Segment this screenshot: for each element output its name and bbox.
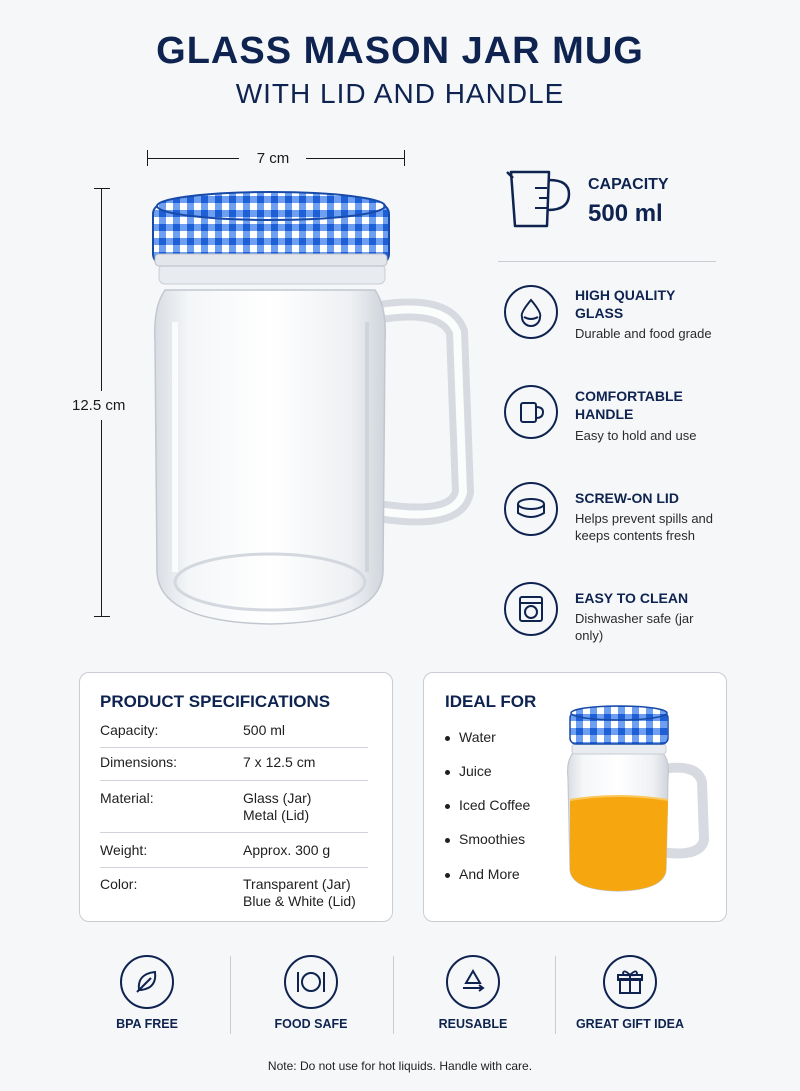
spec-label: Color: — [100, 876, 138, 892]
ideal-item: Water — [445, 729, 496, 745]
spec-row — [100, 876, 368, 916]
spec-value: 500 ml — [243, 722, 286, 738]
recycle-icon — [446, 955, 500, 1009]
badge-divider — [393, 956, 394, 1034]
feature-desc: Easy to hold and use — [575, 428, 697, 443]
glass-drop-icon — [504, 285, 558, 339]
feature-title: COMFORTABLE HANDLE — [575, 388, 683, 422]
spec-label: Capacity: — [100, 722, 159, 738]
ideal-title: IDEAL FOR — [445, 692, 537, 711]
feature-title: HIGH QUALITY GLASS — [575, 287, 676, 321]
width-label: 7 cm — [256, 150, 290, 167]
ideal-item: Smoothies — [445, 831, 525, 847]
capacity-label: CAPACITY — [588, 176, 669, 193]
badge-divider — [230, 956, 231, 1034]
spec-value: Glass (Jar) Metal (Lid) — [243, 790, 312, 823]
spec-label: Dimensions: — [100, 754, 178, 770]
badge-label: FOOD SAFE — [274, 1017, 348, 1031]
spec-label: Material: — [100, 790, 154, 806]
dishwasher-icon — [504, 582, 558, 636]
ideal-item: And More — [445, 866, 520, 882]
ideal-item: Juice — [445, 763, 492, 779]
spec-row — [100, 790, 368, 833]
specs-title: PRODUCT SPECIFICATIONS — [100, 692, 331, 711]
lid-icon — [504, 482, 558, 536]
feature-desc: Dishwasher safe (jar only) — [575, 611, 694, 643]
gift-icon — [603, 955, 657, 1009]
feature-desc: Helps prevent spills and keeps contents fresh — [575, 511, 714, 543]
jar-image — [145, 182, 475, 632]
capacity-value: 500 ml — [588, 200, 663, 227]
care-note: Note: Do not use for hot liquids. Handle with care. — [267, 1059, 533, 1073]
feature-title: SCREW-ON LID — [575, 490, 679, 506]
badge-label: REUSABLE — [438, 1017, 508, 1031]
feature-title: EASY TO CLEAN — [575, 590, 689, 606]
spec-label: Weight: — [100, 842, 148, 858]
badge-label: GREAT GIFT IDEA — [575, 1017, 685, 1031]
plate-cutlery-icon — [284, 955, 338, 1009]
spec-value: Approx. 300 g — [243, 842, 331, 858]
badge-label: BPA FREE — [116, 1017, 178, 1031]
divider — [498, 261, 716, 262]
spec-value: 7 x 12.5 cm — [243, 754, 316, 770]
measuring-jug-icon — [505, 168, 575, 230]
page-subtitle: WITH LID AND HANDLE — [235, 78, 565, 109]
spec-value: Transparent (Jar) Blue & White (Lid) — [243, 876, 356, 909]
spec-row — [100, 842, 368, 868]
leaf-icon — [120, 955, 174, 1009]
feature-desc: Durable and food grade — [575, 326, 712, 341]
page-title: GLASS MASON JAR MUG — [156, 30, 644, 72]
juice-jar-image — [562, 700, 712, 895]
mug-icon — [504, 385, 558, 439]
ideal-item: Iced Coffee — [445, 797, 530, 813]
spec-row — [100, 722, 368, 748]
height-label: 12.5 cm — [72, 397, 126, 414]
spec-row — [100, 754, 368, 781]
